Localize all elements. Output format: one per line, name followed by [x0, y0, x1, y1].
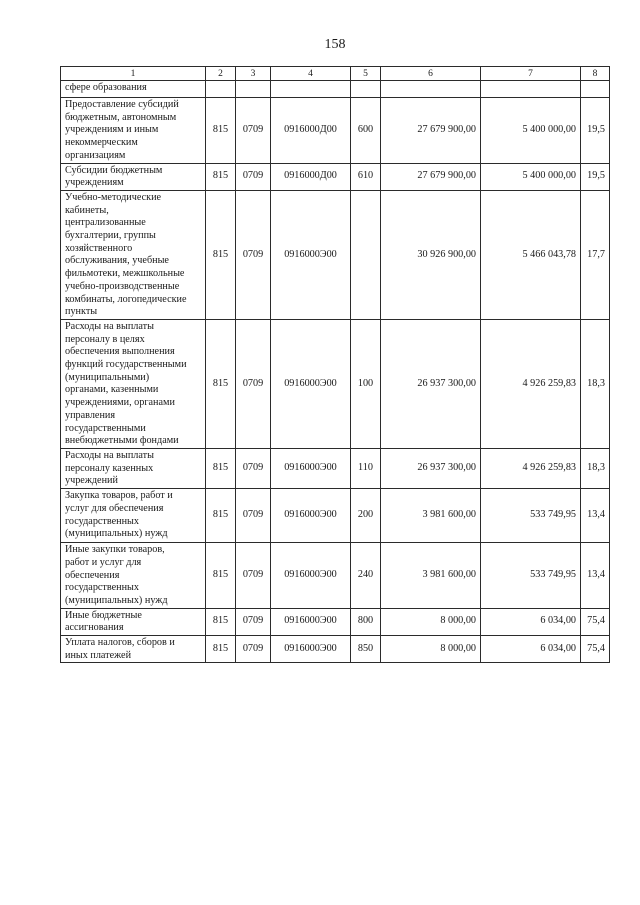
col-5-cell: 800 — [351, 608, 381, 635]
table-row — [61, 190, 610, 319]
col-6-cell: 30 926 900,00 — [381, 190, 481, 319]
col-5-cell: 600 — [351, 98, 381, 164]
col-5-cell — [351, 81, 381, 98]
col-2-cell: 815 — [206, 190, 236, 319]
col-7-cell — [481, 81, 581, 98]
col-8-cell: 75,4 — [581, 608, 610, 635]
row-label: Уплата налогов, сборов и иных платежей — [61, 636, 206, 663]
row-label: Учебно-методические кабинеты, централизованные бухгалтерии, группы хозяйственного обслуживания, учебные фильмотеки, межшкольные учебно-производственные комбинаты, логопедические пункты — [61, 190, 206, 319]
col-5-cell: 240 — [351, 543, 381, 609]
col-6-cell: 3 981 600,00 — [381, 489, 481, 543]
col-4-cell: 0916000Э00 — [271, 448, 351, 488]
col-3-cell: 0709 — [236, 319, 271, 448]
col-8-cell: 19,5 — [581, 163, 610, 190]
row-label: Иные закупки товаров, работ и услуг для обеспечения государственных (муниципальных) нужд — [61, 543, 206, 609]
col-7-cell: 5 400 000,00 — [481, 98, 581, 164]
table-row — [61, 319, 610, 448]
col-2-cell: 815 — [206, 163, 236, 190]
col-2-cell: 815 — [206, 636, 236, 663]
col-3-cell — [236, 81, 271, 98]
col-5-cell: 100 — [351, 319, 381, 448]
col-6-cell — [381, 81, 481, 98]
col-4-cell: 0916000Э00 — [271, 190, 351, 319]
col-3-cell: 0709 — [236, 636, 271, 663]
header-col-2: 2 — [206, 67, 236, 81]
budget-table — [60, 66, 610, 663]
col-5-cell — [351, 190, 381, 319]
col-4-cell: 0916000Э00 — [271, 543, 351, 609]
header-row — [61, 67, 610, 81]
col-4-cell: 0916000Э00 — [271, 489, 351, 543]
col-6-cell: 27 679 900,00 — [381, 98, 481, 164]
col-8-cell: 19,5 — [581, 98, 610, 164]
col-8-cell: 13,4 — [581, 543, 610, 609]
col-8-cell — [581, 81, 610, 98]
col-4-cell: 0916000Д00 — [271, 98, 351, 164]
col-2-cell: 815 — [206, 489, 236, 543]
col-4-cell: 0916000Э00 — [271, 319, 351, 448]
col-4-cell: 0916000Д00 — [271, 163, 351, 190]
col-7-cell: 5 466 043,78 — [481, 190, 581, 319]
col-8-cell: 18,3 — [581, 319, 610, 448]
row-label: Субсидии бюджетным учреждениям — [61, 163, 206, 190]
col-7-cell: 6 034,00 — [481, 608, 581, 635]
col-5-cell: 200 — [351, 489, 381, 543]
col-8-cell: 13,4 — [581, 489, 610, 543]
col-3-cell: 0709 — [236, 608, 271, 635]
row-label: Иные бюджетные ассигнования — [61, 608, 206, 635]
col-2-cell: 815 — [206, 543, 236, 609]
col-5-cell: 610 — [351, 163, 381, 190]
table-row — [61, 98, 610, 164]
col-3-cell: 0709 — [236, 163, 271, 190]
col-3-cell: 0709 — [236, 543, 271, 609]
table-row — [61, 543, 610, 609]
col-2-cell: 815 — [206, 319, 236, 448]
header-col-3: 3 — [236, 67, 271, 81]
col-8-cell: 75,4 — [581, 636, 610, 663]
col-3-cell: 0709 — [236, 448, 271, 488]
col-6-cell: 26 937 300,00 — [381, 319, 481, 448]
header-col-8: 8 — [581, 67, 610, 81]
col-2-cell: 815 — [206, 98, 236, 164]
col-6-cell: 27 679 900,00 — [381, 163, 481, 190]
col-7-cell: 4 926 259,83 — [481, 319, 581, 448]
col-6-cell: 26 937 300,00 — [381, 448, 481, 488]
col-8-cell: 18,3 — [581, 448, 610, 488]
col-4-cell: 0916000Э00 — [271, 608, 351, 635]
col-7-cell: 6 034,00 — [481, 636, 581, 663]
row-label: Расходы на выплаты персоналу казенных учреждений — [61, 448, 206, 488]
col-5-cell: 110 — [351, 448, 381, 488]
col-3-cell: 0709 — [236, 190, 271, 319]
col-6-cell: 8 000,00 — [381, 636, 481, 663]
table-row — [61, 636, 610, 663]
col-7-cell: 5 400 000,00 — [481, 163, 581, 190]
row-label: Предоставление субсидий бюджетным, автономным учреждениям и иным некоммерческим организациям — [61, 98, 206, 164]
col-7-cell: 533 749,95 — [481, 543, 581, 609]
col-2-cell: 815 — [206, 608, 236, 635]
col-8-cell: 17,7 — [581, 190, 610, 319]
col-3-cell: 0709 — [236, 98, 271, 164]
col-6-cell: 3 981 600,00 — [381, 543, 481, 609]
col-4-cell — [271, 81, 351, 98]
header-col-4: 4 — [271, 67, 351, 81]
header-col-7: 7 — [481, 67, 581, 81]
row-label: Расходы на выплаты персоналу в целях обеспечения выполнения функций государственными (муниципальными) органами, казенными учреждениями, органами управления государственными внебюджетными фондами — [61, 319, 206, 448]
col-7-cell: 4 926 259,83 — [481, 448, 581, 488]
col-3-cell: 0709 — [236, 489, 271, 543]
row-label: сфере образования — [61, 81, 206, 98]
header-col-5: 5 — [351, 67, 381, 81]
table-row — [61, 81, 610, 98]
table-row — [61, 608, 610, 635]
col-4-cell: 0916000Э00 — [271, 636, 351, 663]
table-row — [61, 489, 610, 543]
col-7-cell: 533 749,95 — [481, 489, 581, 543]
table-row — [61, 448, 610, 488]
table-row — [61, 163, 610, 190]
col-5-cell: 850 — [351, 636, 381, 663]
col-2-cell — [206, 81, 236, 98]
header-col-1: 1 — [61, 67, 206, 81]
col-6-cell: 8 000,00 — [381, 608, 481, 635]
col-2-cell: 815 — [206, 448, 236, 488]
row-label: Закупка товаров, работ и услуг для обеспечения государственных (муниципальных) нужд — [61, 489, 206, 543]
page-number: 158 — [324, 37, 346, 52]
header-col-6: 6 — [381, 67, 481, 81]
